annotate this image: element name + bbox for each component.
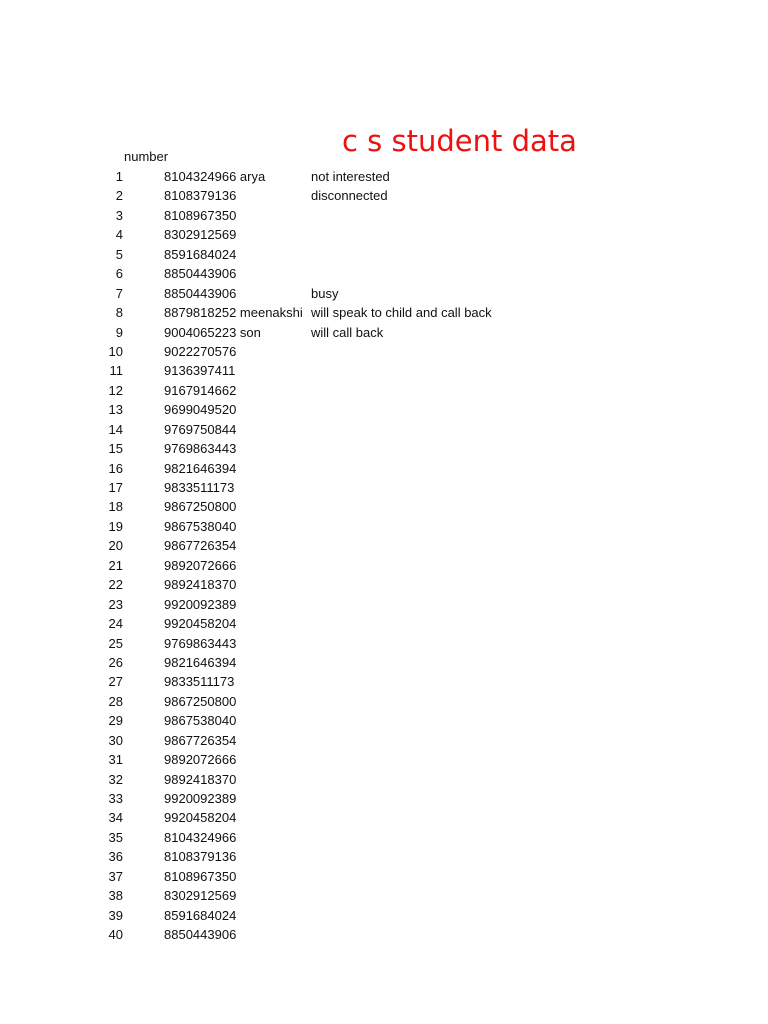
row-index: 13 — [108, 402, 123, 418]
row-index: 11 — [109, 363, 123, 379]
table-row — [0, 167, 768, 186]
table-row — [0, 867, 768, 886]
row-index: 30 — [108, 732, 123, 748]
table-row — [0, 303, 768, 322]
row-index: 5 — [115, 246, 123, 262]
call-note: busy — [311, 285, 339, 301]
table-row — [0, 478, 768, 497]
row-index: 22 — [108, 577, 123, 593]
table-row — [0, 808, 768, 827]
phone-number: 8104324966 — [164, 829, 237, 845]
phone-number: 9892418370 — [164, 577, 237, 593]
call-note: will call back — [311, 324, 384, 340]
row-index: 9 — [115, 324, 123, 340]
phone-number: 9821646394 — [164, 654, 237, 670]
table-row — [0, 420, 768, 439]
table-row — [0, 711, 768, 730]
phone-number: 8591684024 — [164, 907, 237, 923]
table-row — [0, 847, 768, 866]
row-index: 31 — [108, 752, 123, 768]
table-row — [0, 906, 768, 925]
table-row — [0, 653, 768, 672]
row-index: 40 — [108, 927, 123, 943]
phone-number: 9022270576 — [164, 343, 237, 359]
row-index: 6 — [115, 266, 123, 282]
phone-number: 8850443906 — [164, 927, 237, 943]
table-row — [0, 556, 768, 575]
phone-number: 9920458204 — [164, 810, 237, 826]
phone-number: 9892072666 — [164, 557, 237, 573]
row-index: 23 — [108, 596, 123, 612]
row-index: 27 — [108, 674, 123, 690]
table-row — [0, 400, 768, 419]
table-row — [0, 886, 768, 905]
call-note: will speak to child and call back — [311, 305, 492, 321]
phone-number: 9833511173 — [164, 480, 235, 495]
phone-number: 9167914662 — [164, 382, 237, 398]
row-index: 2 — [115, 188, 123, 204]
row-index: 37 — [108, 868, 123, 884]
phone-number: 9892418370 — [164, 771, 237, 787]
table-row — [0, 186, 768, 205]
table-row — [0, 595, 768, 614]
row-index: 12 — [108, 382, 123, 398]
row-index: 36 — [108, 849, 123, 865]
phone-number: 8591684024 — [164, 246, 237, 262]
phone-number: 8302912569 — [164, 888, 237, 904]
phone-number: 8879818252 meenakshi — [164, 305, 303, 321]
call-note: not interested — [311, 169, 390, 184]
row-index: 39 — [108, 907, 123, 923]
table-row — [0, 225, 768, 244]
phone-number: 9004065223 son — [164, 324, 261, 340]
phone-number: 9920092389 — [164, 596, 237, 612]
phone-number: 8850443906 — [164, 266, 237, 282]
column-header-number: number — [124, 149, 169, 164]
row-index: 4 — [115, 227, 123, 243]
row-index: 8 — [115, 305, 123, 321]
phone-number: 9867726354 — [164, 732, 237, 748]
row-index: 18 — [108, 499, 123, 515]
phone-number: 8850443906 — [164, 285, 237, 301]
row-index: 32 — [108, 771, 123, 787]
phone-number: 9821646394 — [164, 460, 237, 476]
row-index: 21 — [108, 557, 123, 573]
phone-number: 8108967350 — [164, 207, 237, 223]
table-row — [0, 692, 768, 711]
table-row — [0, 750, 768, 769]
row-index: 19 — [108, 518, 123, 534]
phone-number: 9920092389 — [164, 791, 237, 806]
table-row — [0, 245, 768, 264]
table-row — [0, 323, 768, 342]
phone-number: 9136397411 — [164, 363, 236, 379]
phone-number: 9769863443 — [164, 635, 237, 651]
table-row — [0, 672, 768, 691]
row-index: 29 — [108, 713, 123, 729]
row-index: 14 — [108, 421, 123, 437]
table-row — [0, 342, 768, 361]
call-note: disconnected — [311, 188, 388, 204]
phone-number: 9833511173 — [164, 674, 235, 690]
row-index: 1 — [115, 169, 123, 184]
phone-number: 9867538040 — [164, 518, 237, 534]
row-index: 24 — [108, 616, 123, 632]
table-row — [0, 828, 768, 847]
phone-number: 9920458204 — [164, 616, 237, 632]
phone-number: 9867250800 — [164, 693, 237, 709]
row-index: 20 — [108, 538, 123, 554]
table-row — [0, 361, 768, 380]
table-row — [0, 264, 768, 283]
row-index: 3 — [115, 207, 123, 223]
phone-number: 8108379136 — [164, 188, 237, 204]
phone-number: 9769750844 — [164, 421, 237, 437]
row-index: 28 — [108, 693, 123, 709]
row-index: 34 — [108, 810, 123, 826]
table-row — [0, 575, 768, 594]
sheet-title: c s student data — [342, 124, 577, 158]
table-row — [0, 497, 768, 516]
row-index: 16 — [108, 460, 123, 476]
table-row — [0, 614, 768, 633]
phone-number: 9867726354 — [164, 538, 237, 554]
phone-number: 9699049520 — [164, 402, 237, 418]
phone-number: 8302912569 — [164, 227, 237, 243]
phone-number: 9867250800 — [164, 499, 237, 515]
table-row — [0, 925, 768, 944]
row-index: 35 — [108, 829, 123, 845]
row-index: 38 — [108, 888, 123, 904]
table-row — [0, 536, 768, 555]
table-row — [0, 634, 768, 653]
phone-number: 9892072666 — [164, 752, 237, 768]
table-row — [0, 459, 768, 478]
phone-number: 9867538040 — [164, 713, 237, 729]
row-index: 17 — [108, 480, 123, 495]
data-table — [0, 167, 768, 945]
row-index: 7 — [115, 285, 123, 301]
row-index: 15 — [108, 441, 123, 457]
row-index: 26 — [108, 654, 123, 670]
table-row — [0, 439, 768, 458]
row-index: 25 — [108, 635, 123, 651]
table-row — [0, 206, 768, 225]
table-row — [0, 770, 768, 789]
row-index: 10 — [108, 343, 123, 359]
table-row — [0, 789, 768, 808]
row-index: 33 — [108, 791, 123, 806]
phone-number: 8104324966 arya — [164, 169, 266, 184]
table-row — [0, 517, 768, 536]
table-row — [0, 731, 768, 750]
table-row — [0, 284, 768, 303]
phone-number: 9769863443 — [164, 441, 237, 457]
phone-number: 8108379136 — [164, 849, 237, 865]
table-row — [0, 381, 768, 400]
phone-number: 8108967350 — [164, 868, 237, 884]
